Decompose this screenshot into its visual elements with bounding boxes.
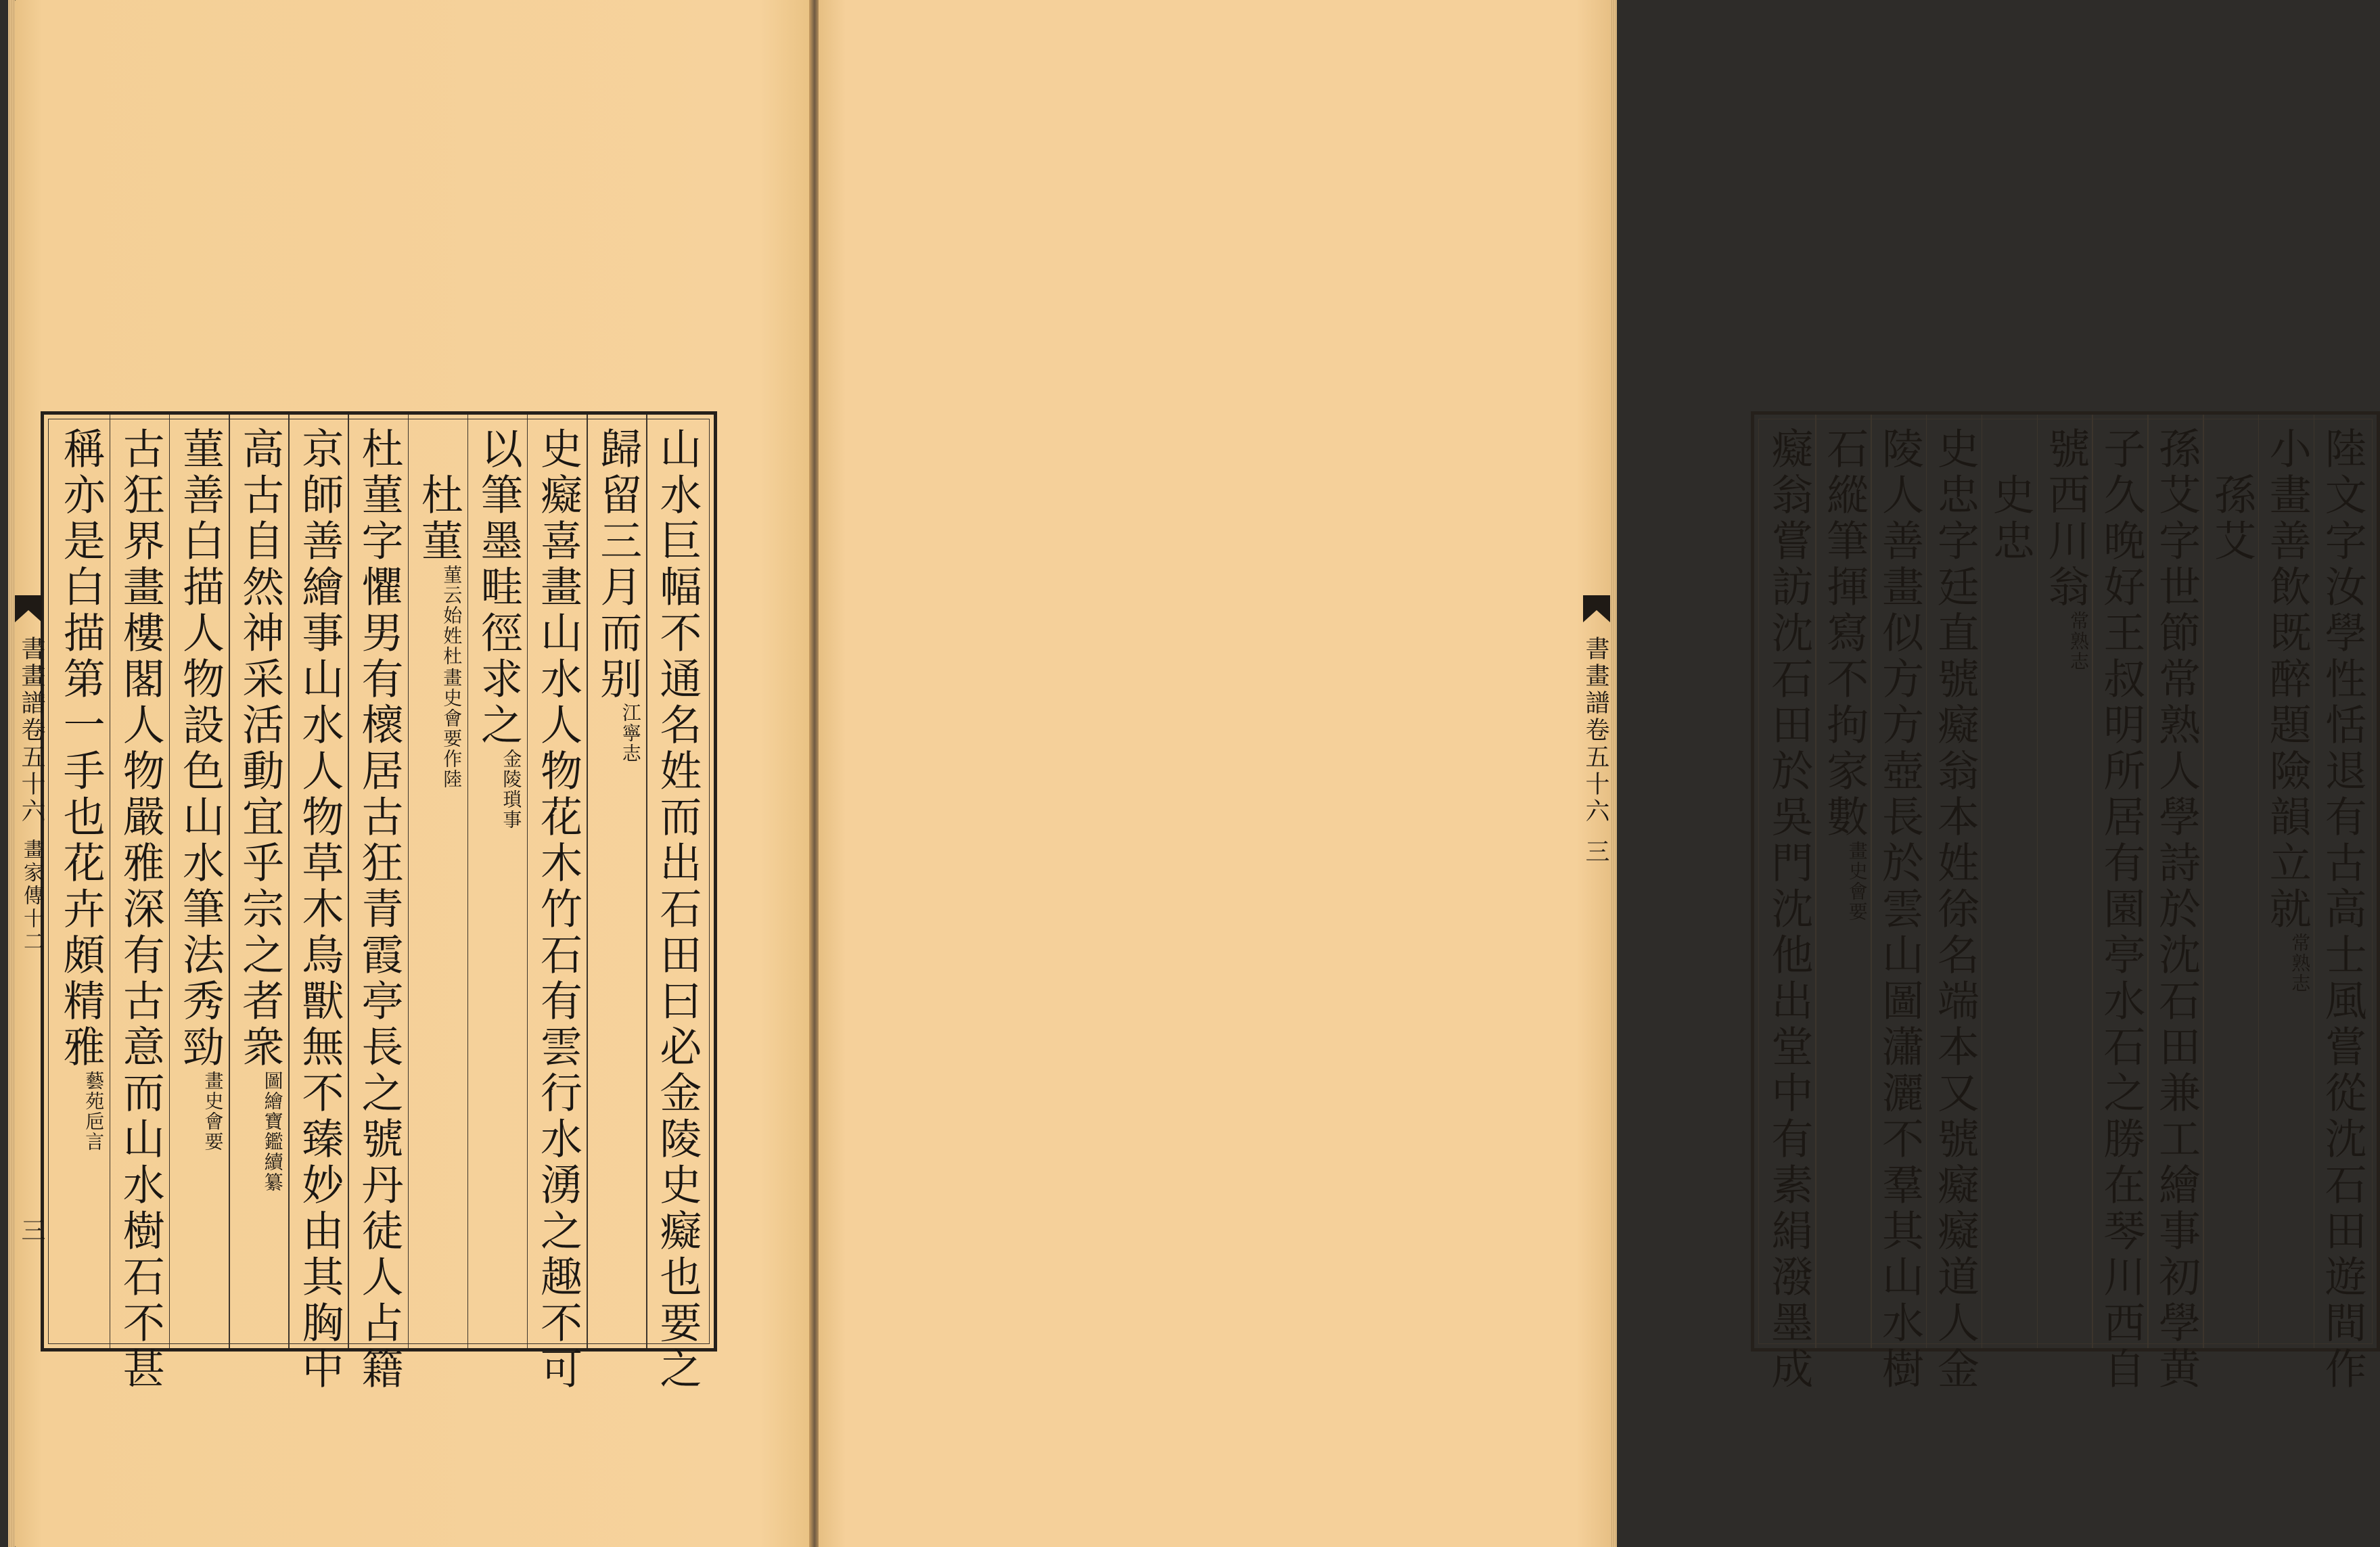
- column-rule: [2203, 415, 2204, 1348]
- column-text: 子久晚好王叔明所居有園亭水石之勝在琴川西自: [2096, 427, 2146, 1393]
- column-text: 以筆墨畦徑求之: [474, 427, 524, 749]
- text-column: [354, 427, 404, 1393]
- column-text: 癡翁嘗訪沈石田於吳門沈他出堂中有素絹潑墨成: [1764, 427, 1814, 1393]
- column-text: 高古自然神采活動宜乎宗之者衆: [235, 427, 285, 1071]
- column-rule: [408, 415, 409, 1348]
- column-rule: [2147, 415, 2149, 1348]
- annotation-note: 畫史會要: [1846, 841, 1869, 922]
- annotation-note: 畫史會要: [202, 1071, 225, 1152]
- column-text: 古狂界畫樓閣人物嚴雅深有古意而山水樹石不甚: [116, 427, 166, 1393]
- text-column: [2318, 427, 2368, 1393]
- annotation-note: 江寧志: [619, 703, 642, 764]
- column-rule: [1815, 415, 1816, 1348]
- left-page: [15, 0, 812, 1547]
- column-text: 孫艾字世節常熟人學詩於沈石田兼工繪事初學黄: [2151, 427, 2201, 1393]
- column-rule: [1871, 415, 1872, 1348]
- text-column: [177, 427, 223, 1336]
- column-text: 陸文字汝學性恬退有古高士風嘗從沈石田遊間作: [2318, 427, 2368, 1393]
- column-text: 陵人善畫似方方壺長於雲山圖瀟灑不羣其山水樹: [1875, 427, 1925, 1393]
- text-column: [1821, 427, 1867, 1336]
- text-column: [1875, 427, 1925, 1393]
- column-text: 山水巨幅不通名姓而出石田曰必金陵史癡也要之: [652, 427, 702, 1393]
- text-column: [294, 427, 344, 1393]
- right-text-frame: [1751, 411, 2380, 1393]
- annotation-note: 常熟志: [2289, 933, 2312, 994]
- column-rule: [110, 415, 111, 1348]
- text-column: [2264, 427, 2310, 1336]
- right-page-edge: [1610, 0, 1617, 1547]
- text-column: [652, 427, 702, 1393]
- column-rule: [2258, 415, 2260, 1348]
- column-text: 稱亦是白描第一手也花卉頗精雅: [56, 427, 106, 1071]
- column-rule: [2092, 415, 2093, 1348]
- annotation-note-double: [441, 565, 461, 789]
- column-text: 京師善繪事山水人物草木鳥獸無不臻妙由其胸中: [294, 427, 344, 1393]
- column-text: 史忠字廷直號癡翁本姓徐名端本又號癡癡道人金: [1930, 427, 1980, 1393]
- column-rule: [288, 415, 290, 1348]
- annotation-note-line: 畫史會要作陸: [440, 668, 463, 789]
- column-rule: [2037, 415, 2038, 1348]
- annotation-note-line: 菫云始姓杜: [440, 565, 463, 666]
- text-column: [2096, 427, 2146, 1393]
- text-column: [2042, 427, 2088, 1336]
- column-rule: [646, 415, 647, 1348]
- column-text: 歸留三月而别: [593, 427, 643, 703]
- left-margin-title: 書畫譜卷五十六: [18, 636, 45, 825]
- annotation-note: 藝苑巵言: [83, 1071, 106, 1152]
- text-column: [533, 427, 583, 1393]
- column-rule: [467, 415, 469, 1348]
- column-rule: [527, 415, 528, 1348]
- text-column: [474, 427, 524, 1336]
- column-rule: [1926, 415, 1927, 1348]
- left-margin-folio: 三: [18, 1218, 45, 1245]
- annotation-note-line: 圖繪寶鑑續纂: [261, 1071, 284, 1193]
- annotation-note: 常熟志: [2067, 611, 2090, 672]
- column-text: 號西川翁: [2041, 427, 2090, 611]
- column-text: 石縱筆揮寫不拘家數: [1819, 427, 1869, 841]
- text-column: [414, 427, 464, 1336]
- text-column: [58, 427, 104, 1336]
- text-column: [595, 427, 641, 1336]
- left-text-frame: [41, 411, 717, 1393]
- column-rule: [229, 415, 230, 1348]
- column-rule: [587, 415, 588, 1348]
- column-text: 孫艾: [2207, 427, 2257, 565]
- column-text: 史癡喜畫山水人物花木竹石有雲行水湧之趣不可: [533, 427, 583, 1393]
- column-text: 杜菫: [414, 427, 464, 565]
- text-column: [116, 427, 166, 1393]
- right-margin-title: 書畫譜卷五十六: [1582, 636, 1609, 825]
- column-rule: [348, 415, 349, 1348]
- fishtail-mark-left: [15, 595, 42, 622]
- left-margin-section: 畫家傳十二: [20, 839, 43, 954]
- column-text: 杜菫字懼男有櫰居古狂青霞亭長之號丹徒人占籍: [354, 427, 404, 1393]
- column-rule: [169, 415, 170, 1348]
- text-column: [2207, 427, 2257, 1336]
- text-column: [2151, 427, 2201, 1393]
- text-column: [237, 427, 283, 1336]
- column-rule: [1982, 415, 1983, 1348]
- text-column: [1930, 427, 1980, 1393]
- left-page-edge: [8, 0, 15, 1547]
- column-text: 史忠: [1986, 427, 2036, 565]
- text-column: [1764, 427, 1814, 1393]
- annotation-note-double: [262, 1071, 283, 1193]
- column-text: 小畫善飲既醉題險韻立就: [2262, 427, 2312, 933]
- column-rule: [2314, 415, 2315, 1348]
- text-column: [1986, 427, 2036, 1336]
- annotation-note: 金陵瑣事: [500, 749, 523, 830]
- right-margin-folio: 三: [1582, 839, 1609, 866]
- column-text: 菫善白描人物設色山水筆法秀勁: [175, 427, 225, 1071]
- right-page: [819, 0, 2368, 1547]
- fishtail-mark-right: [1583, 595, 1610, 622]
